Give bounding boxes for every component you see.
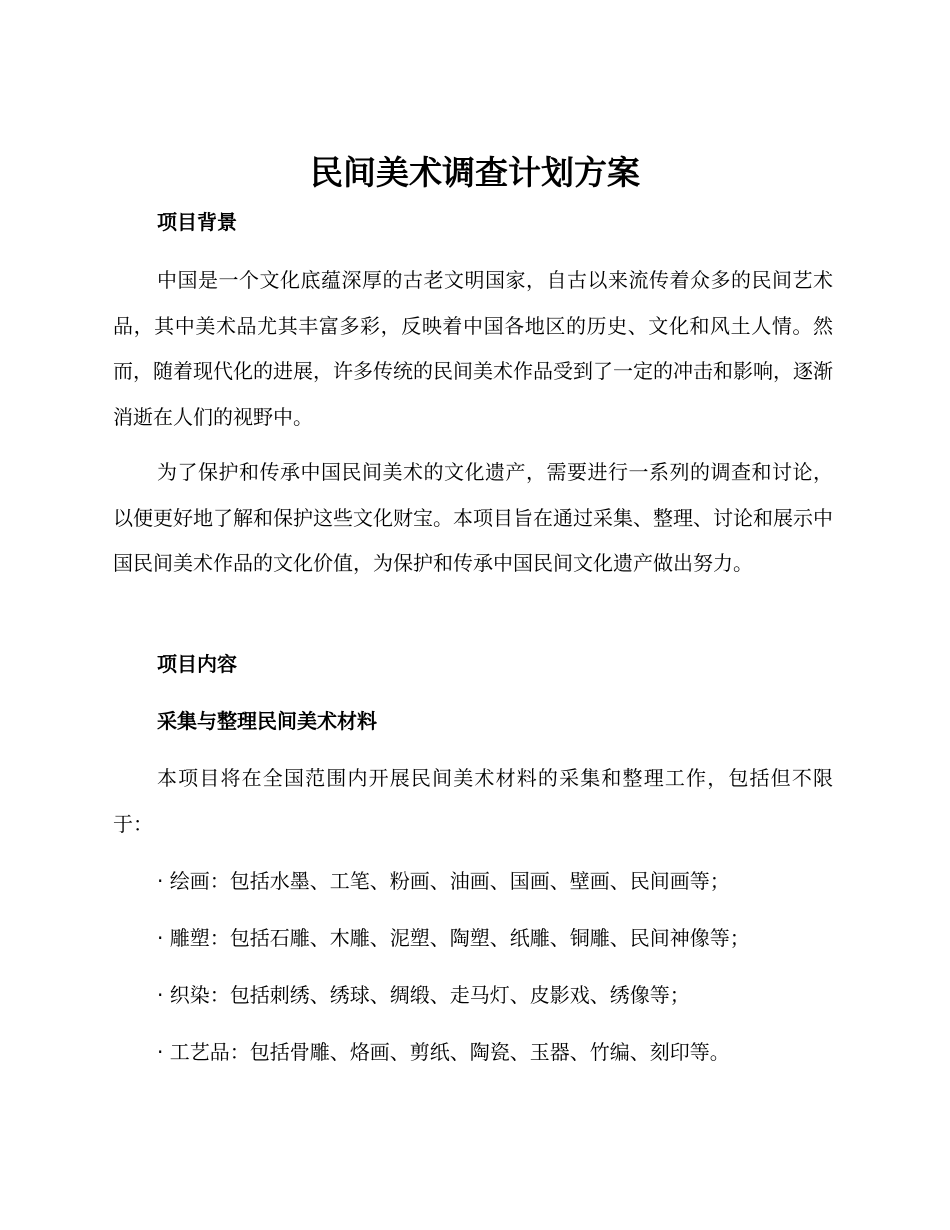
paragraph-background-1: 中国是一个文化底蕴深厚的古老文明国家，自古以来流传着众多的民间艺术品，其中美术品尤其丰富多彩，反映着中国各地区的历史、文化和风土人情。然而，随着现代化的进展，许多传统的民间美术作品受到了一定的冲击和影响，逐渐消逝在人们的视野中。 [113,268,833,429]
paragraph-background-2: 为了保护和传承中国民间美术的文化遗产，需要进行一系列的调查和讨论，以便更好地了解和保护这些文化财宝。本项目旨在通过采集、整理、讨论和展示中国民间美术作品的文化价值，为保护和传承中国民间文化遗产做出努力。 [113,460,833,575]
list-item-textile: · 织染：包括刺绣、绣球、绸缎、走马灯、皮影戏、绣像等； [157,983,690,1007]
section-heading-content: 项目内容 [157,652,237,676]
section-heading-background: 项目背景 [157,210,237,234]
list-item-sculpture: · 雕塑：包括石雕、木雕、泥塑、陶塑、纸雕、铜雕、民间神像等； [157,926,750,950]
paragraph-collect: 本项目将在全国范围内开展民间美术材料的采集和整理工作，包括但不限于： [113,766,833,836]
document-title: 民间美术调查计划方案 [310,153,640,192]
list-item-painting: · 绘画：包括水墨、工笔、粉画、油画、国画、壁画、民间画等； [157,869,730,893]
list-item-crafts: · 工艺品：包括骨雕、烙画、剪纸、陶瓷、玉器、竹编、刻印等。 [157,1040,730,1064]
subsection-heading-collect: 采集与整理民间美术材料 [157,709,377,733]
